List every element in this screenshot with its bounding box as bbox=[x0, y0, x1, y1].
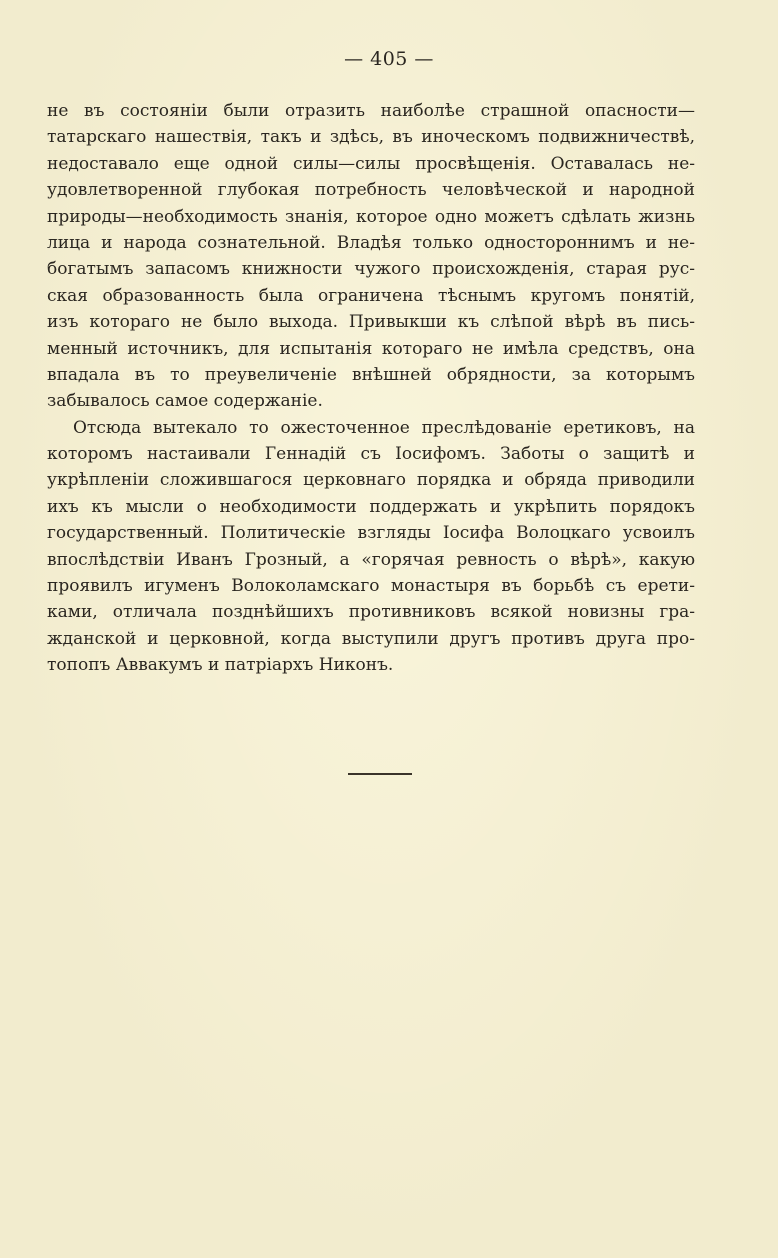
text-line: менный источникъ, для испытанiя котораго не имѣла средствъ, она bbox=[47, 338, 695, 359]
paragraph-1 bbox=[47, 98, 695, 415]
text-line: не въ состоянiи были отразить наиболѣе страшной опасности— bbox=[47, 101, 695, 121]
text-line: топопъ Аввакумъ и патрiархъ Никонъ. bbox=[47, 655, 394, 676]
text-line: татарскаго нашествiя, такъ и здѣсь, въ иноческомъ подвижничествѣ, bbox=[47, 127, 695, 148]
text-line: природы—необходимость знанiя, которое одно можетъ сдѣлать жизнь bbox=[47, 206, 695, 227]
text-line: ками, отличала позднѣйшихъ противниковъ всякой новизны гра- bbox=[47, 602, 695, 623]
text-line: ихъ къ мысли о необходимости поддержать и укрѣпить порядокъ bbox=[47, 496, 695, 517]
text-line: проявилъ игуменъ Волоколамскаго монастыря въ борьбѣ съ ерети- bbox=[47, 576, 695, 597]
text-line: ская образованность была ограничена тѣснымъ кругомъ понятiй, bbox=[47, 285, 695, 306]
body-text bbox=[47, 98, 695, 679]
text-line: жданской и церковной, когда выступили другъ противъ друга про- bbox=[47, 628, 695, 649]
text-line: впослѣдствiи Иванъ Грозный, а «горячая ревность о вѣрѣ», какую bbox=[47, 549, 695, 570]
text-line: забывалось самое содержанiе. bbox=[47, 391, 323, 412]
text-line: недоставало еще одной силы—силы просвѣщенiя. Оставалась не- bbox=[47, 153, 695, 174]
text-line: богатымъ запасомъ книжности чужого происхожденiя, старая рус- bbox=[47, 259, 695, 280]
section-end-rule bbox=[348, 773, 412, 775]
text-line: изъ котораго не было выхода. Привыкши къ слѣпой вѣрѣ въ пись- bbox=[47, 312, 695, 333]
text-line: которомъ настаивали Геннадiй съ Iосифомъ. Заботы о защитѣ и bbox=[47, 444, 695, 465]
page-number: — 405 — bbox=[344, 48, 434, 70]
text-line: государственный. Политическiе взгляды Iосифа Волоцкаго усвоилъ bbox=[47, 523, 695, 544]
text-line: Отсюда вытекало то ожесточенное преслѣдованiе еретиковъ, на bbox=[73, 417, 695, 438]
paragraph-2 bbox=[47, 415, 695, 679]
text-line: лица и народа сознательной. Владѣя только одностороннимъ и не- bbox=[47, 232, 695, 253]
text-line: впадала въ то преувеличенiе внѣшней обрядности, за которымъ bbox=[47, 364, 695, 385]
text-line: укрѣпленiи сложившагося церковнаго порядка и обряда приводили bbox=[47, 470, 695, 491]
text-line: удовлетворенной глубокая потребность человѣческой и народной bbox=[47, 180, 695, 201]
